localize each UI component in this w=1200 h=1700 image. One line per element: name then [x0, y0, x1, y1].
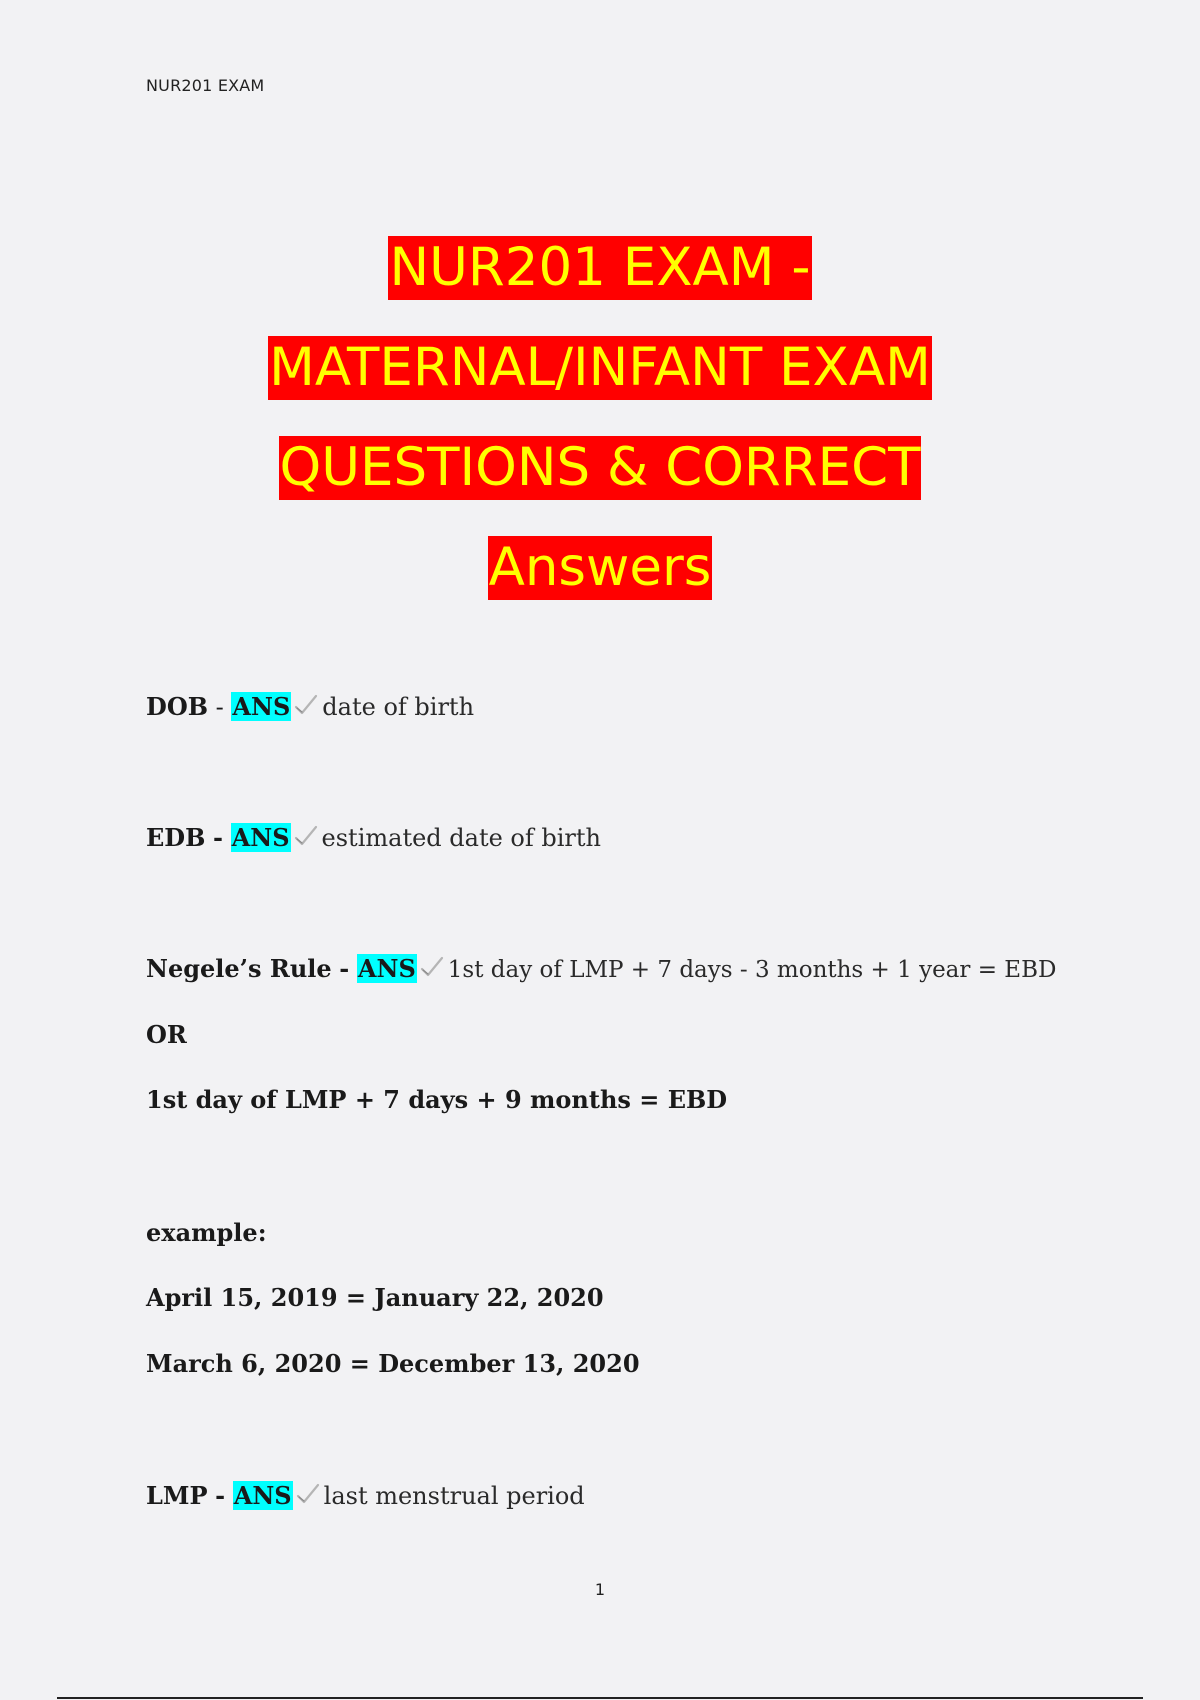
title-text-2: MATERNAL/INFANT EXAM: [269, 337, 931, 398]
qa-entry-negele: [146, 951, 1056, 988]
title-text-1: NUR201 EXAM -: [389, 237, 811, 298]
ans-label: ANS: [231, 823, 290, 852]
term: LMP: [146, 1481, 208, 1510]
ans-label: ANS: [232, 692, 291, 721]
answer-text: date of birth: [322, 693, 475, 721]
title-line-4: [0, 536, 1200, 636]
separator: -: [215, 1481, 226, 1510]
title-text-4: Answers: [488, 537, 712, 598]
separator: -: [215, 693, 224, 721]
alt-formula: 1st day of LMP + 7 days + 9 months = EBD: [146, 1085, 728, 1114]
page-number: 1: [594, 1580, 606, 1599]
qa-entry-edb: [146, 820, 601, 856]
answer-text: estimated date of birth: [321, 824, 601, 852]
or-label: OR: [146, 1020, 187, 1049]
check-icon: [293, 692, 319, 718]
example-1: April 15, 2019 = January 22, 2020: [146, 1283, 604, 1312]
separator: -: [339, 954, 350, 983]
qa-entry-dob: [146, 689, 474, 725]
check-icon: [419, 954, 445, 980]
ans-label: ANS: [357, 954, 416, 983]
example-2: March 6, 2020 = December 13, 2020: [146, 1349, 640, 1378]
answer-text: 1st day of LMP + 7 days - 3 months + 1 year = EBD: [447, 957, 1057, 983]
title-line-2: [0, 336, 1200, 436]
separator: -: [213, 823, 223, 852]
term: Negele’s Rule: [146, 954, 332, 983]
title-text-3: QUESTIONS & CORRECT: [279, 437, 921, 498]
answer-text: last menstrual period: [323, 1482, 585, 1510]
page-divider: [57, 1697, 1143, 1699]
ans-label: ANS: [233, 1481, 292, 1510]
term: DOB: [146, 692, 209, 721]
term: EDB: [146, 823, 206, 852]
qa-entry-lmp: [146, 1478, 585, 1514]
example-label: example:: [146, 1218, 267, 1247]
running-header: NUR201 EXAM: [146, 76, 265, 95]
check-icon: [295, 1481, 321, 1507]
title-line-1: [0, 236, 1200, 336]
check-icon: [293, 823, 319, 849]
title-line-3: [0, 436, 1200, 536]
document-title: [0, 236, 1200, 636]
